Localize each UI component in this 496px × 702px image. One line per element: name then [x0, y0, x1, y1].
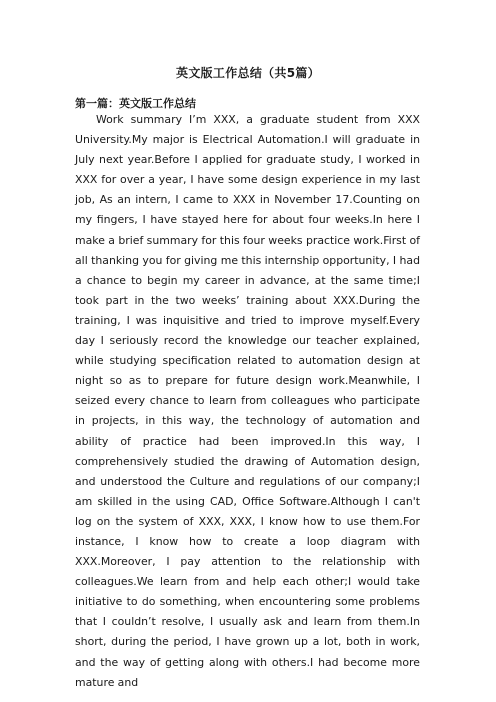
section-heading: 第一篇：英文版工作总结 — [75, 97, 196, 110]
document-title: 英文版工作总结（共5篇） — [176, 66, 320, 80]
body-paragraph: Work summary I’m XXX, a graduate student from XXX University.My major is Electrical Automation.I will graduate in July next year.Before I applied for graduate study, I worked in XXX for over a year, I have some design experience in my last job, As an intern, I came to XXX in November 17.Counting on my fingers, I have stayed here for about four weeks.In here I make a brief summary for this four weeks practice work.First of all thanking you for giving me this internship opportunity, I had a chance to begin my career in advance, at the same time;I took part in the two weeks’ training about XXX.During the training, I was inquisitive and tried to improve myself.Every day I seriously record the knowledge our teacher explained, while studying specification related to automation design at night so as to prepare for future design work.Meanwhile, I seized every chance to learn from colleagues who participate in projects, in this way, the technology of automation and ability of practice had been improved.In this way, I comprehensively studied the drawing of Automation design, and understood the Culture and regulations of our company;I am skilled in the using CAD, Office Software.Although I can't log on the system of XXX, XXX, I know how to use them.For instance, I know how to create a loop diagram with XXX.Moreover, I pay attention to the relationship with colleagues.We learn from and help each other;I would take initiative to do something, when encountering some problems that I couldn’t resolve, I usually ask and learn from them.In short, during the period, I have grown up a lot, both in work, and the way of getting along with others.I had become more mature and — [75, 113, 420, 689]
